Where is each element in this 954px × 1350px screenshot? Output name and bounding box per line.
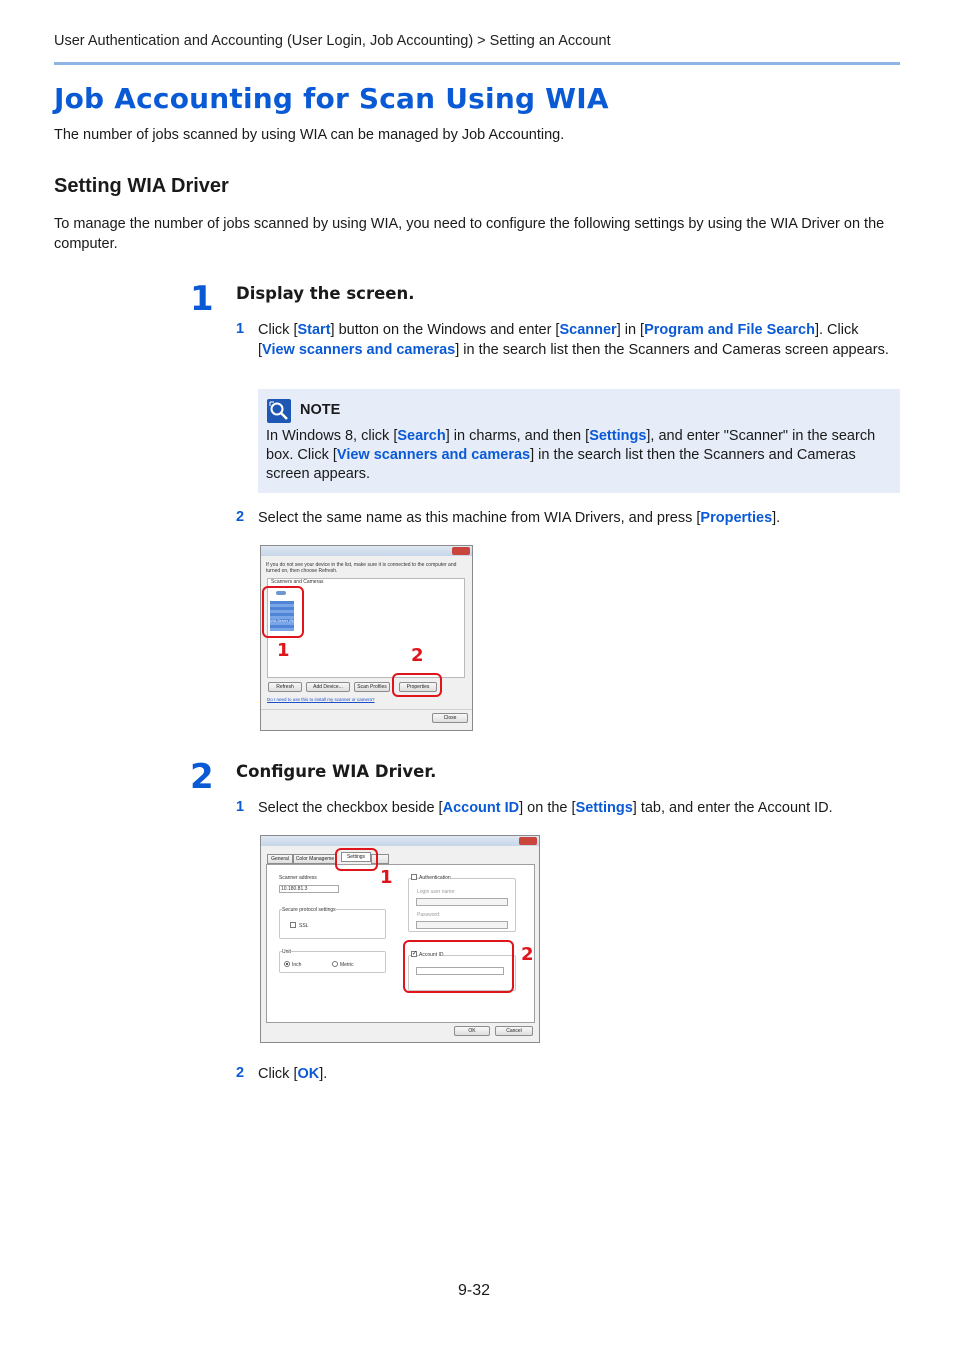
- login-user-name-field[interactable]: [416, 898, 508, 906]
- unit-label: Unit: [282, 949, 291, 955]
- authentication-checkbox[interactable]: [411, 874, 417, 880]
- properties-button[interactable]: Properties: [399, 682, 437, 692]
- instruction-text: If you do not see your device in the list, make sure it is connected to the computer and turned on, then choose Refresh.: [266, 562, 457, 574]
- add-device-button[interactable]: Add Device...: [306, 682, 350, 692]
- secure-protocol-label: Secure protocol settings: [282, 907, 336, 913]
- page-number: 9-32: [458, 1282, 491, 1299]
- window-title-bar: [261, 836, 539, 846]
- close-button[interactable]: Close: [432, 713, 468, 723]
- authentication-label: Authentication: [419, 875, 451, 881]
- step-2-number: 2: [190, 757, 214, 797]
- password-field[interactable]: [416, 921, 508, 929]
- step-2-sub-1-number: 1: [236, 799, 245, 815]
- keyword-properties: Properties: [700, 510, 773, 526]
- login-user-name-label: Login user name:: [417, 889, 456, 895]
- unit-metric-radio[interactable]: [332, 961, 338, 967]
- refresh-button[interactable]: Refresh: [268, 682, 302, 692]
- account-id-checkbox[interactable]: ✓: [412, 951, 418, 957]
- password-label: Password:: [417, 912, 441, 918]
- section-paragraph: To manage the number of jobs scanned by using WIA, you need to configure the following settings by using the WIA Driver on the computer.: [54, 216, 885, 252]
- section-heading: Setting WIA Driver: [54, 175, 229, 197]
- step-1-sub-1-number: 1: [236, 321, 245, 337]
- keyword-search: Search: [397, 428, 446, 444]
- unit-inch-radio[interactable]: [284, 961, 290, 967]
- tab-settings[interactable]: Settings: [341, 852, 371, 862]
- callout-box-1: [335, 848, 378, 871]
- screenshot-scanners-and-cameras: [260, 545, 473, 731]
- note-magnifier-icon: [267, 399, 291, 423]
- step-1-number: 1: [190, 279, 214, 319]
- step-2-sub-2-text: Click [OK].: [258, 1066, 328, 1082]
- keyword-scanner: Scanner: [559, 322, 617, 338]
- keyword-settings: Settings: [589, 428, 647, 444]
- wia-device-label: WIA Driver (Network): [269, 618, 307, 623]
- callout-number-1: 1: [277, 640, 290, 661]
- unit-inch-label: Inch: [292, 962, 302, 968]
- close-icon: [519, 837, 537, 845]
- note-label: NOTE: [300, 402, 341, 418]
- page-title: Job Accounting for Scan Using WIA: [54, 82, 609, 115]
- keyword-ok: OK: [297, 1066, 320, 1082]
- cancel-button[interactable]: Cancel: [495, 1026, 533, 1036]
- ssl-checkbox[interactable]: [290, 922, 296, 928]
- step-2-heading: Configure WIA Driver.: [236, 762, 437, 781]
- step-2-sub-1-text: Select the checkbox beside [Account ID] on the [Settings] tab, and enter the Account ID.: [258, 800, 833, 816]
- step-2-sub-2-number: 2: [236, 1065, 245, 1081]
- callout-box-2: [403, 940, 514, 993]
- help-link[interactable]: Do I need to use this to install my scanner or camera?: [267, 697, 375, 702]
- window-title-bar: [261, 546, 472, 556]
- keyword-view-scanners-and-cameras: View scanners and cameras: [262, 342, 456, 358]
- callout-box-1: [262, 586, 304, 638]
- keyword-start: Start: [297, 322, 331, 338]
- breadcrumb: User Authentication and Accounting (User Login, Job Accounting) > Setting an Account: [54, 33, 611, 49]
- callout-box-2: [392, 673, 442, 697]
- account-id-label: Account ID: [419, 952, 444, 958]
- keyword-account-id: Account ID: [442, 800, 520, 816]
- step-1-sub-1-text: Click [Start] button on the Windows and enter [Scanner] in [Program and File Search]. Click [View scanners and cameras] in the search list then the Scanners and Cameras screen appears.: [258, 322, 889, 358]
- callout-number-2: 2: [411, 645, 424, 666]
- scan-profiles-button[interactable]: Scan Profiles: [354, 682, 390, 692]
- note-text: In Windows 8, click [Search] in charms, and then [Settings], and enter "Scanner" in the search box. Click [View scanners and cameras] in the search list then the Scanners and Cameras screen appears.: [266, 428, 876, 482]
- screenshot-wia-properties: [260, 835, 540, 1043]
- step-1-sub-2-text: Select the same name as this machine from WIA Drivers, and press [Properties].: [258, 510, 781, 526]
- scanners-group-label: Scanners and Cameras: [271, 579, 324, 585]
- step-1-sub-2-number: 2: [236, 509, 245, 525]
- ok-button[interactable]: OK: [454, 1026, 490, 1036]
- scanner-address-value: 10.180.81.3: [281, 886, 308, 892]
- divider: [261, 709, 472, 710]
- callout-number-2: 2: [521, 944, 534, 965]
- keyword-settings: Settings: [575, 800, 633, 816]
- tab-general[interactable]: General: [267, 854, 293, 864]
- step-1-heading: Display the screen.: [236, 284, 415, 303]
- keyword-program-and-file-search: Program and File Search: [644, 322, 815, 338]
- tab-color-management[interactable]: Color Manageme: [293, 854, 337, 864]
- intro-text: The number of jobs scanned by using WIA can be managed by Job Accounting.: [54, 127, 565, 143]
- unit-metric-label: Metric: [340, 962, 354, 968]
- callout-number-1: 1: [380, 867, 393, 888]
- scanner-address-label: Scanner address: [279, 875, 317, 881]
- header-rule: [54, 62, 900, 65]
- close-icon: [452, 547, 470, 555]
- ssl-label: SSL: [299, 923, 309, 929]
- keyword-view-scanners-and-cameras: View scanners and cameras: [336, 447, 531, 463]
